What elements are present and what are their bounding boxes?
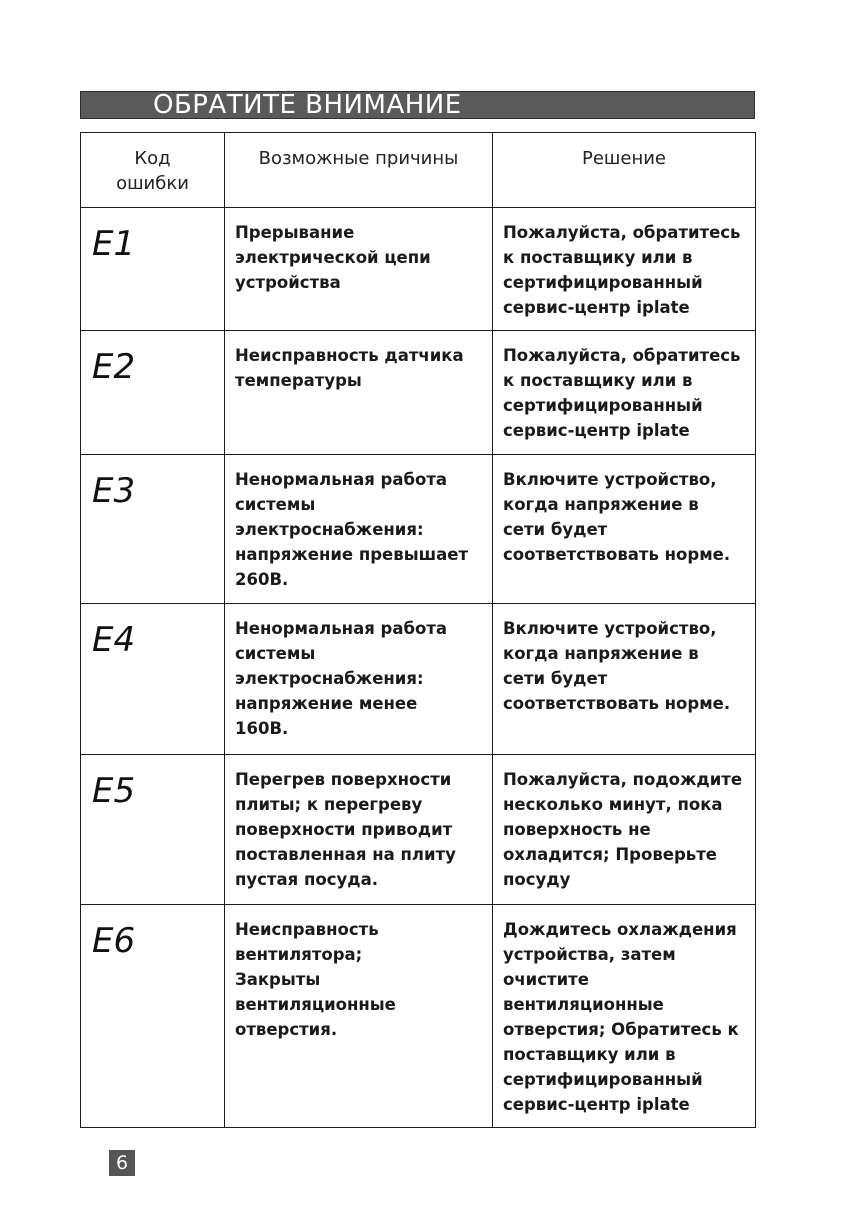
error-cause: Неисправность вентилятора; Закрыты вентиляционные отверстия.: [225, 905, 493, 1128]
error-solution: Пожалуйста, обратитесь к поставщику или в сертифицированный сервис-центр iplate: [493, 331, 756, 455]
error-solution: Пожалуйста, подождите несколько минут, пока поверхность не охладится; Проверьте посуду: [493, 755, 756, 905]
error-solution: Дождитесь охлаждения устройства, затем очистите вентиляционные отверстия; Обратитесь к поставщику или в сертифицированный сервис-центр iplate: [493, 905, 756, 1128]
table-row: [81, 755, 756, 905]
error-codes-table: [80, 132, 756, 1128]
error-cause: Ненормальная работа системы электроснабжения: напряжение менее 160В.: [225, 604, 493, 755]
table-row: [81, 331, 756, 455]
header-error-code: Код ошибки: [81, 133, 225, 208]
page-title: ОБРАТИТЕ ВНИМАНИЕ: [153, 90, 462, 120]
error-cause: Прерывание электрической цепи устройства: [225, 208, 493, 331]
error-solution: Включите устройство, когда напряжение в сети будет соответствовать норме.: [493, 604, 756, 755]
error-solution: Пожалуйста, обратитесь к поставщику или в сертифицированный сервис-центр iplate: [493, 208, 756, 331]
header-possible-causes: Возможные причины: [225, 133, 493, 208]
error-code: E4: [81, 604, 225, 755]
table-row: [81, 604, 756, 755]
error-cause: Перегрев поверхности плиты; к перегреву поверхности приводит поставленная на плиту пустая посуда.: [225, 755, 493, 905]
error-cause: Неисправность датчика температуры: [225, 331, 493, 455]
table-row: [81, 208, 756, 331]
error-code: E1: [81, 208, 225, 331]
table-header-row: [81, 133, 756, 208]
error-code: E3: [81, 455, 225, 604]
error-solution: Включите устройство, когда напряжение в сети будет соответствовать норме.: [493, 455, 756, 604]
error-cause: Ненормальная работа системы электроснабжения: напряжение превышает 260В.: [225, 455, 493, 604]
error-code: E2: [81, 331, 225, 455]
header-solution: Решение: [493, 133, 756, 208]
table-row: [81, 905, 756, 1128]
error-code: E5: [81, 755, 225, 905]
page-number-badge: 6: [109, 1150, 135, 1176]
table-row: [81, 455, 756, 604]
error-code: E6: [81, 905, 225, 1128]
section-title-bar: [80, 91, 755, 119]
